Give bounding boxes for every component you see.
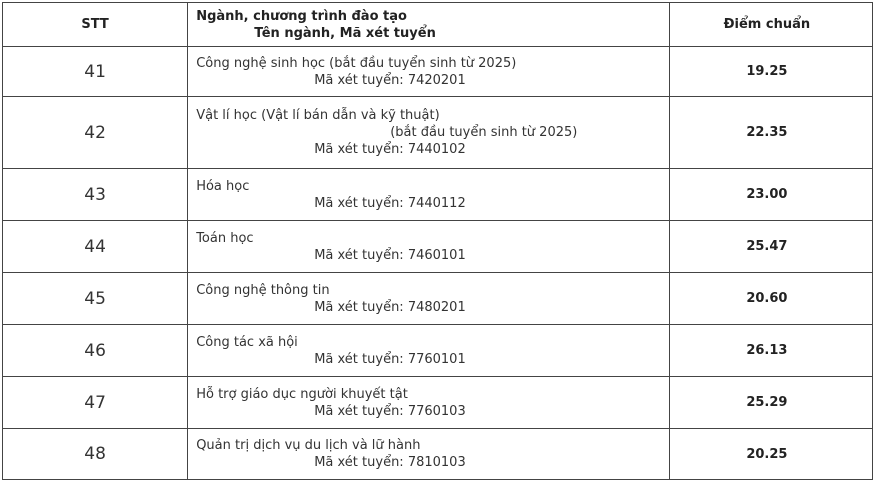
program-code: Mã xét tuyển: 7420201 [314, 72, 466, 88]
row-stt: 42 [3, 97, 188, 169]
program-code: Mã xét tuyển: 7760103 [314, 403, 466, 419]
table-row [3, 169, 873, 221]
header-program-line1: Ngành, chương trình đào tạo [196, 8, 407, 24]
header-program [188, 3, 670, 47]
row-score: 25.29 [669, 377, 872, 429]
row-score: 22.35 [669, 97, 872, 169]
header-stt: STT [3, 3, 188, 47]
header-score: Điểm chuẩn [669, 3, 872, 47]
program-name: Công tác xã hội [196, 334, 298, 350]
row-program [188, 47, 670, 97]
row-score: 23.00 [669, 169, 872, 221]
row-program [188, 325, 670, 377]
row-score: 19.25 [669, 47, 872, 97]
table-row [3, 325, 873, 377]
row-score: 20.60 [669, 273, 872, 325]
row-stt: 44 [3, 221, 188, 273]
admission-score-table [2, 2, 873, 480]
program-name: Toán học [196, 230, 254, 246]
program-name: Công nghệ sinh học (bắt đầu tuyển sinh từ 2025) [196, 55, 517, 71]
row-stt: 41 [3, 47, 188, 97]
row-program [188, 97, 670, 169]
program-name: Công nghệ thông tin [196, 282, 330, 298]
row-program [188, 377, 670, 429]
row-program [188, 221, 670, 273]
row-score: 20.25 [669, 429, 872, 480]
table-row [3, 97, 873, 169]
table-row [3, 429, 873, 480]
table-row [3, 273, 873, 325]
program-code: Mã xét tuyển: 7810103 [314, 455, 466, 470]
row-program [188, 169, 670, 221]
row-program [188, 273, 670, 325]
program-name: Vật lí học (Vật lí bán dẫn và kỹ thuật) [196, 108, 440, 123]
program-note: (bắt đầu tuyển sinh từ 2025) [390, 125, 578, 140]
table-row [3, 221, 873, 273]
row-stt: 47 [3, 377, 188, 429]
row-stt: 43 [3, 169, 188, 221]
program-name: Hỗ trợ giáo dục người khuyết tật [196, 386, 408, 402]
header-program-line2: Tên ngành, Mã xét tuyển [254, 25, 436, 41]
program-code: Mã xét tuyển: 7480201 [314, 299, 466, 315]
program-code: Mã xét tuyển: 7460101 [314, 247, 466, 263]
program-code: Mã xét tuyển: 7440102 [314, 142, 466, 157]
table-row [3, 47, 873, 97]
program-code: Mã xét tuyển: 7440112 [314, 195, 466, 211]
row-stt: 45 [3, 273, 188, 325]
table-row [3, 377, 873, 429]
row-stt: 46 [3, 325, 188, 377]
row-score: 25.47 [669, 221, 872, 273]
row-program [188, 429, 670, 480]
program-name: Hóa học [196, 178, 250, 194]
table-header-row [3, 3, 873, 47]
row-score: 26.13 [669, 325, 872, 377]
program-name: Quản trị dịch vụ du lịch và lữ hành [196, 438, 421, 453]
row-stt: 48 [3, 429, 188, 480]
program-code: Mã xét tuyển: 7760101 [314, 351, 466, 367]
